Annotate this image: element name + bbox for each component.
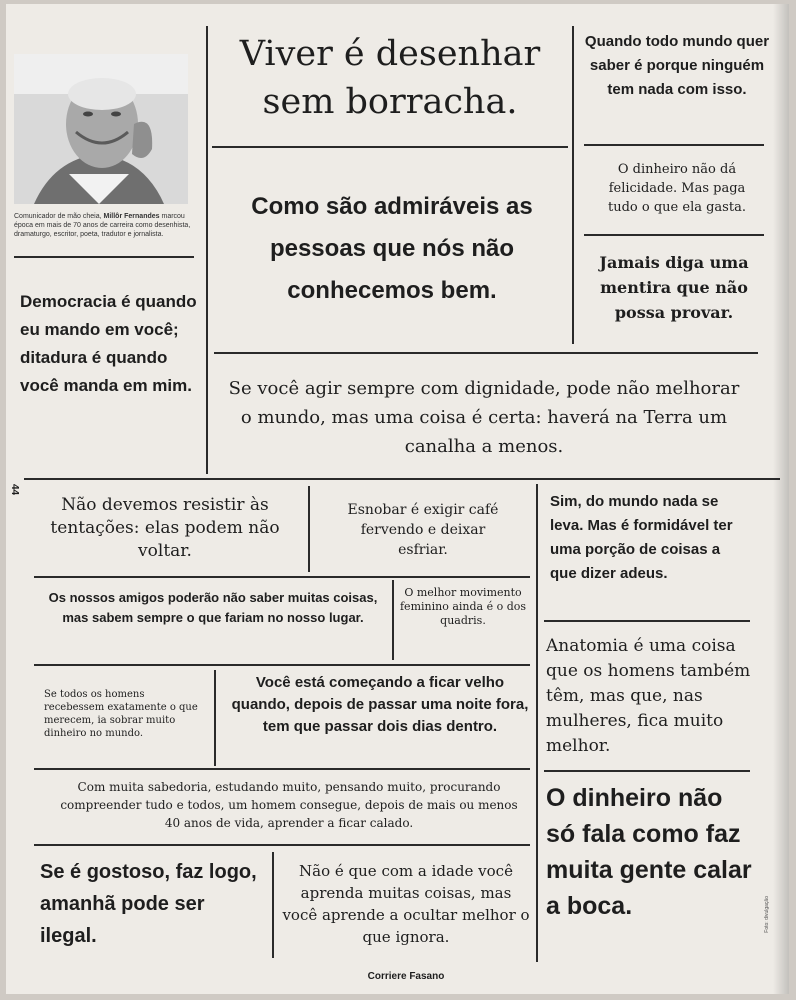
- divider: [572, 26, 574, 344]
- divider: [584, 144, 764, 146]
- magazine-page: [6, 4, 789, 994]
- quote-movimento: O melhor movimento feminino ainda é o dos quadris.: [399, 586, 527, 627]
- quote-viver: Viver é desenhar sem borracha.: [239, 34, 541, 122]
- quote-gostoso: Se é gostoso, faz logo, amanhã pode ser ilegal.: [40, 861, 257, 947]
- divider: [214, 352, 758, 354]
- divider: [584, 234, 764, 236]
- quote-dinheiro-felicidade: O dinheiro não dá felicidade. Mas paga tudo o que ela gasta.: [608, 162, 746, 215]
- caption-text-end: marcou época em mais de 70 anos de carreira como desenhista, dramaturgo, escritor, poeta, tradutor e jornalista.: [14, 213, 191, 238]
- quote-esnobar: Esnobar é exigir café fervendo e deixar esfriar.: [347, 502, 499, 558]
- footer-source: Corriere Fasano: [367, 971, 445, 982]
- divider: [34, 844, 530, 846]
- divider: [544, 620, 750, 622]
- divider: [544, 770, 750, 772]
- page-number: 44: [9, 484, 20, 496]
- divider: [392, 580, 394, 660]
- quote-jamais: Jamais diga uma mentira que não possa provar.: [599, 253, 749, 322]
- quote-se-todos: Se todos os homens recebessem exatamente o que merecem, ia sobrar muito dinheiro no mundo.: [44, 689, 198, 739]
- divider: [536, 484, 538, 962]
- quote-dinheiro-fala: O dinheiro não só fala como faz muita gente calar a boca.: [546, 784, 752, 920]
- photo-caption: [14, 212, 192, 239]
- divider: [14, 256, 194, 258]
- quote-dignidade: Se você agir sempre com dignidade, pode não melhorar o mundo, mas uma coisa é certa: haverá na Terra um canalha a menos.: [228, 378, 740, 457]
- photo-credit: Foto: divulgação: [764, 896, 770, 933]
- divider: [212, 146, 568, 148]
- quote-quando-todo: Quando todo mundo quer saber é porque ninguém tem nada com isso.: [584, 33, 770, 98]
- divider: [34, 664, 530, 666]
- divider: [34, 576, 530, 578]
- divider: [34, 768, 530, 770]
- quote-anatomia: Anatomia é uma coisa que os homens também têm, mas que, nas mulheres, fica muito melhor.: [546, 636, 751, 756]
- quote-tentacoes: Não devemos resistir às tentações: elas podem não voltar.: [50, 495, 280, 561]
- divider: [308, 486, 310, 572]
- divider: [24, 478, 780, 480]
- author-photo: [14, 54, 188, 204]
- portrait-illustration: [14, 54, 188, 204]
- caption-author-name: Millôr Fernandes: [103, 213, 160, 220]
- caption-text: Comunicador de mão cheia,: [14, 213, 102, 220]
- quote-velho: Você está começando a ficar velho quando, depois de passar uma noite fora, tem que passar dois dias dentro.: [231, 674, 529, 735]
- quote-idade: Não é que com a idade você aprenda muitas coisas, mas você aprende a ocultar melhor o que ignora.: [282, 862, 530, 946]
- quote-sabedoria: Com muita sabedoria, estudando muito, pensando muito, procurando compreender tudo e todos, um homem consegue, depois de mais ou menos 40 anos de vida, aprender a ficar calado.: [60, 780, 518, 830]
- divider: [206, 26, 208, 474]
- page-shadow: [773, 4, 789, 994]
- divider: [272, 852, 274, 958]
- quote-amigos: Os nossos amigos poderão não saber muitas coisas, mas sabem sempre o que fariam no nosso lugar.: [48, 590, 378, 625]
- quote-sim-mundo: Sim, do mundo nada se leva. Mas é formidável ter uma porção de coisas a que dizer adeus.: [550, 493, 733, 582]
- divider: [214, 670, 216, 766]
- quote-admiraveis: Como são admiráveis as pessoas que nós não conhecemos bem.: [251, 193, 533, 304]
- quote-democracia: Democracia é quando eu mando em você; ditadura é quando você manda em mim.: [20, 292, 197, 395]
